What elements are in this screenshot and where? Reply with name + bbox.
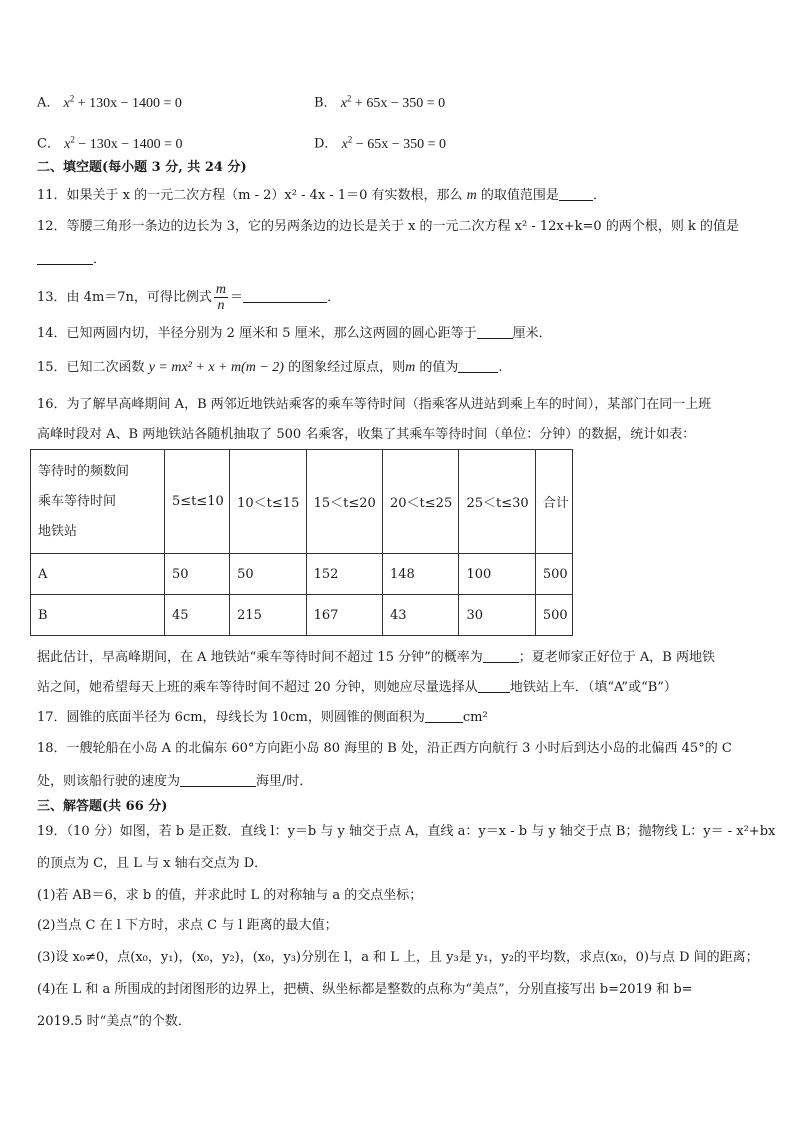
question-19-part4: (4)在 L 和 a 所围成的封闭图形的边界上，把横、纵坐标都是整数的点称为“美点”，分别直接写出 b=2019 和 b= — [37, 982, 693, 997]
question-19-part4-cont: 2019.5 时“美点”的个数． — [37, 1014, 191, 1029]
table-cell: 500 — [535, 595, 572, 636]
table-cell: 148 — [383, 554, 459, 595]
question-16-line1: 16．为了解早高峰期间 A，B 两邻近地铁站乘客的乘车等待时间（指乘客从进站到乘上车的时间），某部门在同一上班 — [37, 397, 712, 412]
table-header-row — [31, 450, 573, 554]
table-row — [31, 595, 573, 636]
section-title-answer: 三、解答题(共 66 分) — [37, 799, 168, 814]
question-16-line2: 高峰时段对 A、B 两地铁站各随机抽取了 500 名乘客，收集了其乘车等待时间（单位：分钟）的数据，统计如表： — [37, 427, 696, 442]
table-cell: 50 — [165, 554, 230, 595]
table-cell: 30 — [459, 595, 535, 636]
fraction-m-over-n: $\frac{m}{n}$ — [215, 282, 227, 313]
column-header: 15＜t≤20 — [306, 450, 382, 554]
question-18-line1: 18．一艘轮船在小岛 A 的北偏东 60°方向距小岛 80 海里的 B 处，沿正西方向航行 3 小时后到达小岛的北偏西 45°的 C — [37, 741, 732, 756]
question-19-part2: (2)当点 C 在 l 下方时，求点 C 与 l 距离的最大值； — [37, 918, 338, 933]
question-16-after1: 据此估计，早高峰期间，在 A 地铁站“乘车等待时间不超过 15 分钟”的概率为 ；夏老师家正好位于 A，B 两地铁 — [37, 650, 715, 665]
table-cell: 500 — [535, 554, 572, 595]
question-19-line1: 19．（10 分）如图，若 b 是正数．直线 l：y＝b 与 y 轴交于点 A，直线 a：y＝x - b 与 y 轴交于点 B；抛物线 L：y＝ - x²+bx — [37, 824, 776, 839]
question-18-line2: 处，则该船行驶的速度为 海里/时． — [37, 774, 313, 789]
column-header: 20＜t≤25 — [383, 450, 459, 554]
option-c-equation: $x^2 - 130x - 1400 = 0$ — [64, 134, 183, 152]
answer-blank — [243, 288, 327, 303]
table-cell: 50 — [230, 554, 306, 595]
answer-blank — [37, 250, 93, 265]
question-19-line2: 的顶点为 C，且 L 与 x 轴右交点为 D． — [37, 856, 268, 871]
column-header: 合计 — [535, 450, 572, 554]
table-cell: 167 — [306, 595, 382, 636]
table-cell: 45 — [165, 595, 230, 636]
table-cell: 152 — [306, 554, 382, 595]
question-13: 13．由 4m＝7n，可得比例式 $\frac{m}{n}$ ＝ ． — [37, 282, 341, 313]
question-12-line2: ． — [37, 250, 106, 269]
question-11: 11．如果关于 x 的一元二次方程（m - 2）x² - 4x - 1＝0 有实数根，那么 m 的取值范围是 ． — [37, 188, 606, 203]
table-cell: 215 — [230, 595, 306, 636]
table-row — [31, 554, 573, 595]
answer-blank — [458, 358, 498, 373]
question-16-after2: 站之间，她希望每天上班的乘车等待时间不超过 20 分钟，则她应尽量选择从 地铁站上车．（填“A”或“B”） — [37, 680, 677, 695]
table-cell: 100 — [459, 554, 535, 595]
option-d-equation: $x^2 - 65x - 350 = 0$ — [341, 134, 446, 152]
answer-blank — [559, 186, 593, 201]
section-title-fill-in: 二、填空题(每小题 3 分, 共 24 分) — [37, 160, 247, 175]
answer-blank — [483, 648, 519, 663]
question-19-part3: (3)设 x₀≠0，点(x₀，y₁)，(x₀，y₂)，(x₀，y₃)分别在 l，a 和 L 上，且 y₃是 y₁，y₂的平均数，求点(x₀，0)与点 D 间的距离； — [37, 950, 759, 965]
option-d: D． $x^2 - 65x - 350 = 0$ — [314, 134, 446, 152]
question-19-part1: (1)若 AB＝6，求 b 的值，并求此时 L 的对称轴与 a 的交点坐标； — [37, 888, 423, 903]
column-header: 25＜t≤30 — [459, 450, 535, 554]
question-15: 15．已知二次函数 y = mx² + x + m(m − 2) 的图象经过原点，则m 的值为 . — [37, 360, 503, 375]
table-corner-header: 等待时的频数间 乘车等待时间 地铁站 — [31, 450, 165, 554]
waiting-time-table — [30, 449, 573, 636]
question-17: 17．圆锥的底面半径为 6cm，母线长为 10cm，则圆锥的侧面积为 cm² — [37, 710, 488, 725]
answer-blank — [478, 678, 510, 693]
option-a-equation: $x^2 + 130x - 1400 = 0$ — [63, 93, 182, 111]
question-14: 14．已知两圆内切，半径分别为 2 厘米和 5 厘米，那么这两圆的圆心距等于 厘米． — [37, 326, 552, 341]
question-12-line1: 12．等腰三角形一条边的边长为 3，它的另两条边的边长是关于 x 的一元二次方程 x² - 12x+k=0 的两个根，则 k 的值是 — [37, 219, 739, 234]
answer-blank — [425, 708, 463, 723]
answer-blank — [477, 324, 513, 339]
option-a: A． $x^2 + 130x - 1400 = 0$ — [37, 93, 182, 111]
option-b-equation: $x^2 + 65x - 350 = 0$ — [340, 93, 446, 111]
column-header: 10＜t≤15 — [230, 450, 306, 554]
option-c: C． $x^2 - 130x - 1400 = 0$ — [37, 134, 183, 152]
answer-blank — [180, 772, 256, 787]
option-b: B． $x^2 + 65x - 350 = 0$ — [314, 93, 446, 111]
column-header: 5≤t≤10 — [165, 450, 230, 554]
quadratic-function: y = mx² + x + m(m − 2) — [148, 360, 284, 375]
station-label: A — [31, 554, 165, 595]
table-cell: 43 — [383, 595, 459, 636]
station-label: B — [31, 595, 165, 636]
